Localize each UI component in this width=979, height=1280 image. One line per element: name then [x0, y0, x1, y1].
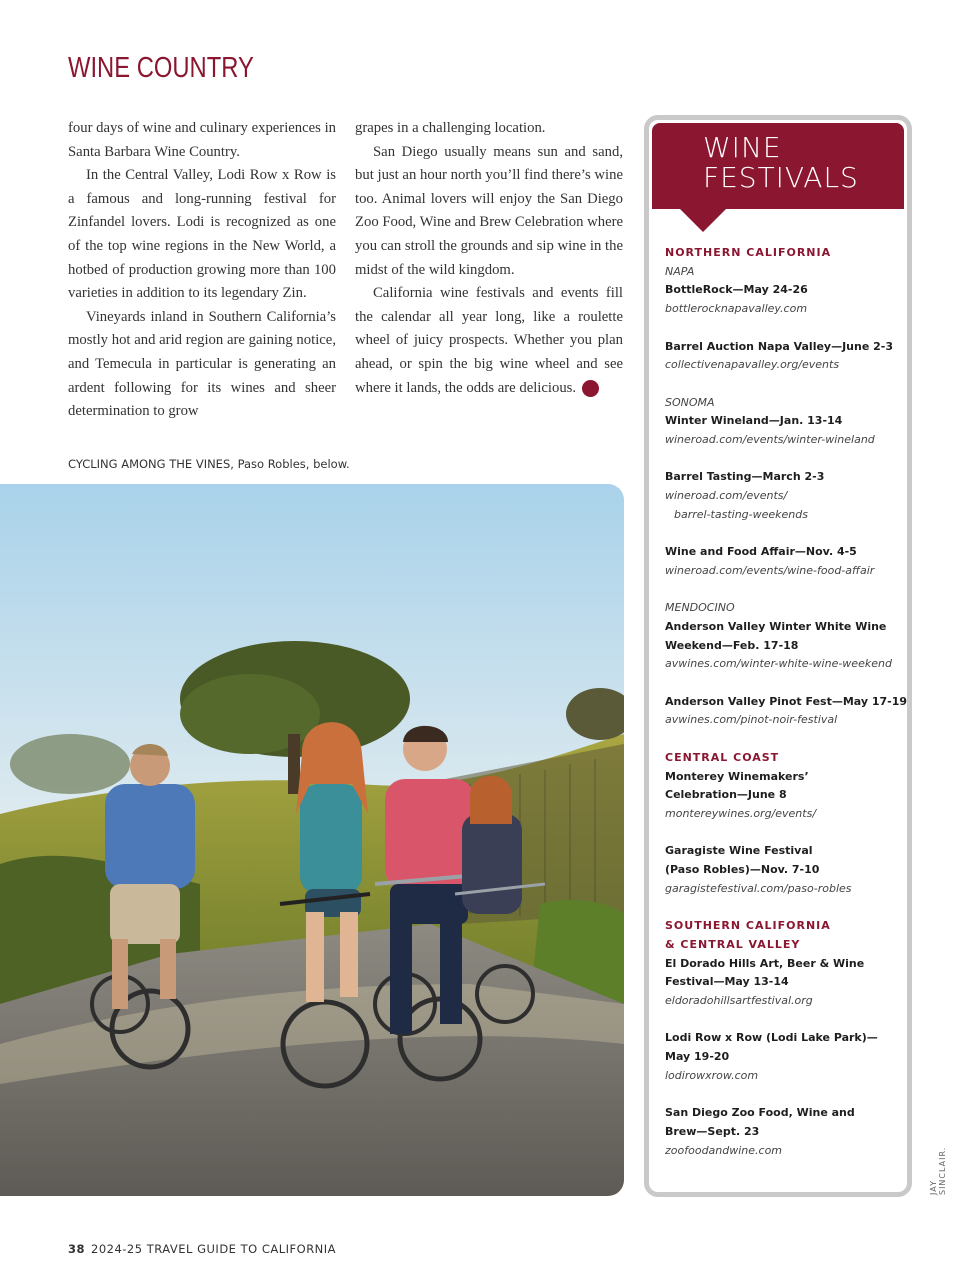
festival-name: Barrel Auction Napa Valley—June 2-3 [665, 339, 894, 353]
article-column-2 [355, 117, 623, 400]
list-spacer [665, 319, 897, 338]
sidebar-title-line1: WINE [703, 131, 782, 164]
festival-name: Brew—Sept. 23 [665, 1124, 760, 1138]
list-spacer [665, 525, 897, 544]
publication-title: 2024-25 TRAVEL GUIDE TO CALIFORNIA [91, 1242, 337, 1256]
festival-name: Festival—May 13-14 [665, 975, 789, 989]
festival-name: Anderson Valley Winter White Wine [665, 619, 887, 633]
festival-name: Weekend—Feb. 17-18 [665, 638, 799, 652]
list-spacer [665, 1085, 897, 1104]
festival-name: Barrel Tasting—March 2-3 [665, 470, 825, 484]
festival-url: wineroad.com/events/wine-food-affair [665, 563, 875, 577]
sidebar-title-line2: FESTIVALS [703, 161, 859, 194]
section-title: WINE COUNTRY [68, 52, 254, 84]
region-heading: NORTHERN CALIFORNIA [665, 246, 832, 259]
sidebar-pointer [680, 209, 726, 232]
list-spacer [665, 1011, 897, 1030]
festival-url: avwines.com/winter-white-wine-weekend [665, 657, 892, 671]
article-paragraph: In the Central Valley, Lodi Row x Row is a famous and long-running festival for Zinfandel lovers. Lodi is recognized as one of the top wine regions in the New World, a hotbed of production growing more than 100 varieties in addition to its legendary Zin. [68, 167, 336, 302]
area-label: NAPA [665, 264, 695, 278]
cyclists-illustration [0, 484, 624, 1196]
festival-url: garagistefestival.com/paso-robles [665, 881, 852, 895]
list-spacer [665, 450, 897, 469]
festival-name: El Dorado Hills Art, Beer & Wine [665, 956, 865, 970]
festival-name: Lodi Row x Row (Lodi Lake Park)— [665, 1031, 878, 1045]
festival-url: barrel-tasting-weekends [674, 507, 808, 521]
festival-url: zoofoodandwine.com [665, 1143, 783, 1157]
festival-name: May 19-20 [665, 1050, 730, 1064]
photo-credit: JAY SINCLAIR. [929, 1146, 947, 1195]
article-paragraph-text: California wine festivals and events fill the calendar all year long, like a roulette wheel of juicy prospects. Whether you plan ahead, or spin the big wine wheel and see where it lands, the odds are delicious. [355, 285, 623, 396]
region-heading: CENTRAL COAST [665, 750, 780, 764]
area-label: SONOMA [665, 395, 715, 409]
region-heading: & CENTRAL VALLEY [665, 937, 801, 951]
festival-url: eldoradohillsartfestival.org [665, 993, 813, 1007]
page-footer [68, 1242, 336, 1256]
festival-name: Garagiste Wine Festival [665, 844, 813, 858]
end-mark-icon: CA [582, 380, 599, 397]
article-column-1 [68, 117, 336, 424]
festival-url: lodirowxrow.com [665, 1068, 759, 1082]
wine-festivals-sidebar [644, 115, 912, 1197]
festival-name: Wine and Food Affair—Nov. 4-5 [665, 545, 857, 559]
festival-url: montereywines.org/events/ [665, 806, 817, 820]
festival-url: bottlerocknapavalley.com [665, 302, 808, 316]
festival-name: San Diego Zoo Food, Wine and [665, 1106, 855, 1120]
festival-url: wineroad.com/events/ [665, 489, 788, 503]
article-paragraph: four days of wine and culinary experiences in Santa Barbara Wine Country. [68, 120, 336, 160]
list-spacer [665, 375, 897, 394]
cyclists-photo [0, 484, 624, 1196]
sidebar-title [703, 133, 859, 193]
festival-list [665, 244, 908, 1160]
list-spacer [665, 730, 897, 749]
festival-name: Celebration—June 8 [665, 788, 787, 802]
festival-name: Anderson Valley Pinot Fest—May 17-19 [665, 694, 908, 708]
photo-caption: CYCLING AMONG THE VINES, Paso Robles, below. [68, 457, 350, 471]
list-spacer [665, 674, 897, 693]
area-label: MENDOCINO [665, 601, 735, 615]
article-paragraph: Vineyards inland in Southern California’s mostly hot and arid region are gaining notice, and Temecula in particular is generating an ardent following for its wines and sheer determination to grow [68, 308, 336, 420]
list-spacer [665, 824, 897, 843]
article-paragraph: San Diego usually means sun and sand, but just an hour north you’ll find there’s wine too. Animal lovers will enjoy the San Diego Zoo Food, Wine and Brew Celebration where you can stroll the grounds and sip wine in the midst of the wild kingdom. [355, 143, 623, 278]
page-number: 38 [68, 1242, 86, 1256]
article-paragraph-last [355, 282, 623, 400]
festival-url: collectivenapavalley.org/events [665, 358, 840, 372]
festival-url: wineroad.com/events/winter-wineland [665, 433, 875, 446]
list-spacer [665, 898, 897, 917]
festival-url: avwines.com/pinot-noir-festival [665, 713, 838, 727]
region-heading: SOUTHERN CALIFORNIA [665, 919, 831, 933]
festival-name: BottleRock—May 24-26 [665, 283, 808, 297]
festival-name: Monterey Winemakers’ [665, 769, 809, 783]
article-paragraph: grapes in a challenging location. [355, 120, 546, 136]
festival-name: (Paso Robles)—Nov. 7-10 [665, 863, 820, 877]
list-spacer [665, 581, 897, 600]
sidebar-header [652, 123, 904, 209]
festival-name: Winter Wineland—Jan. 13-14 [665, 414, 843, 428]
